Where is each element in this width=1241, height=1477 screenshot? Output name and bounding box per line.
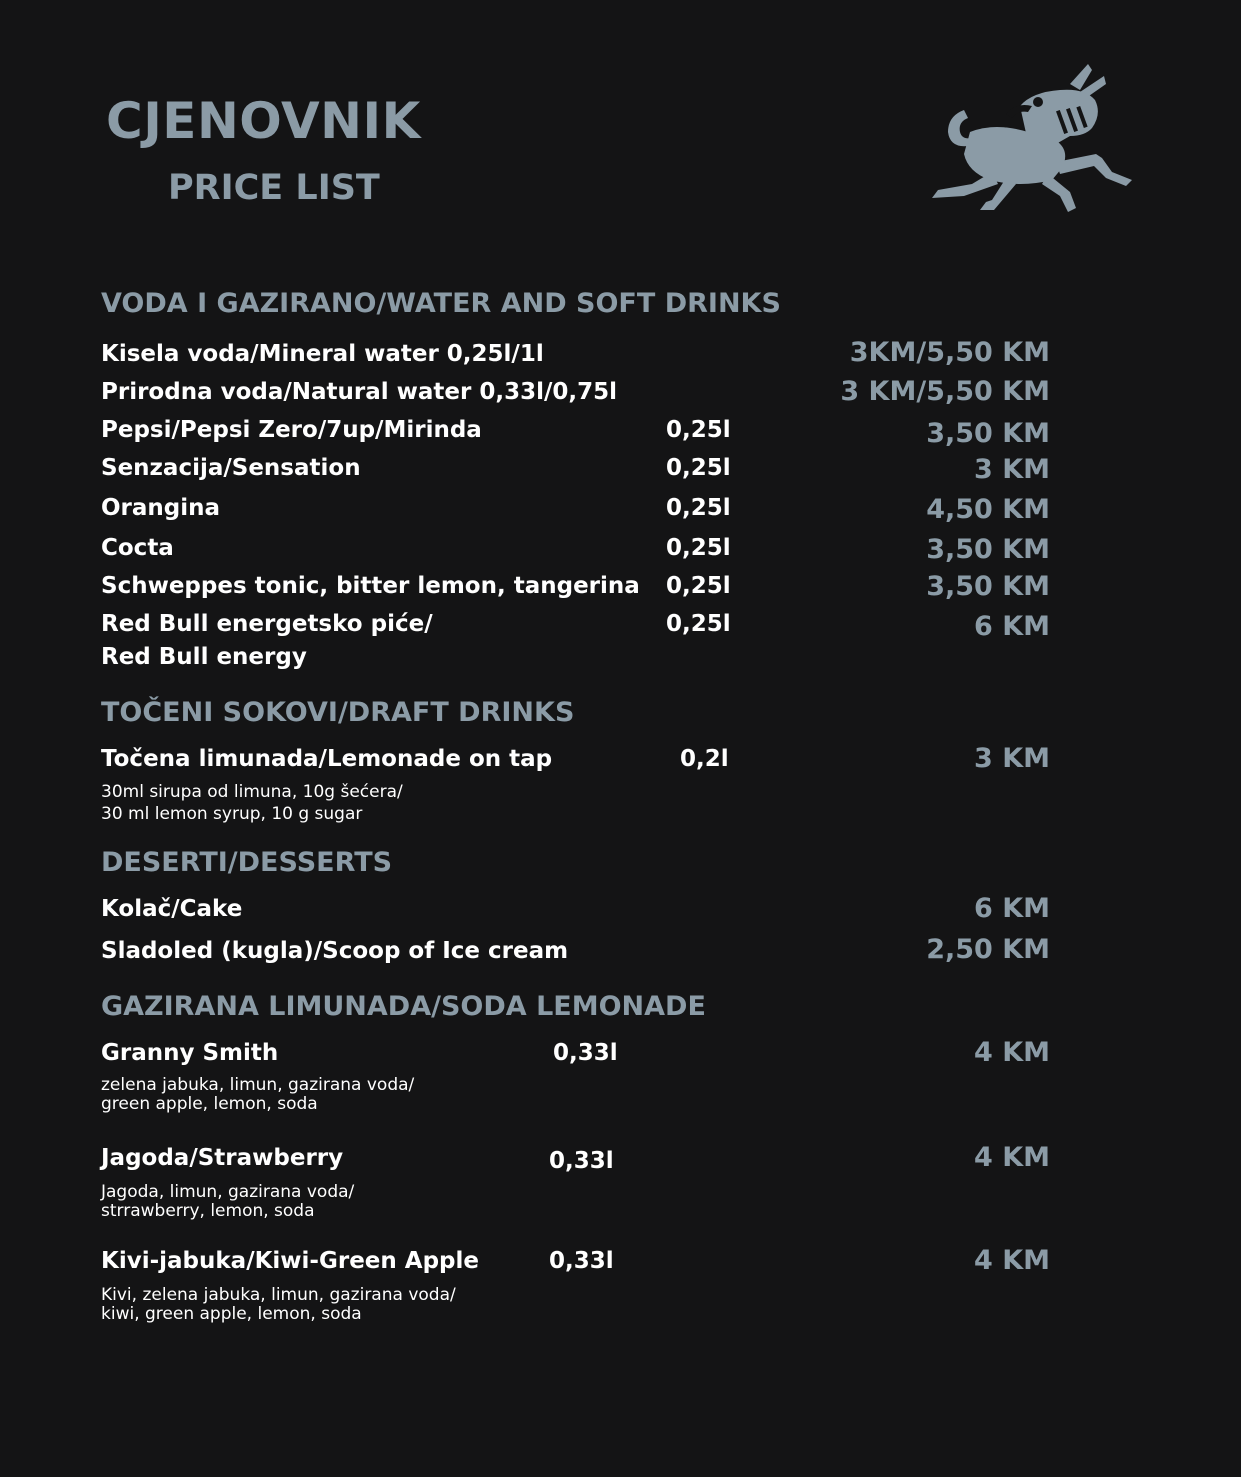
section-title-desserts: DESERTI/DESSERTS	[101, 847, 393, 878]
menu-item-volume: 0,25l	[666, 535, 731, 561]
menu-item-description: Kivi, zelena jabuka, limun, gazirana voda/	[101, 1285, 456, 1305]
menu-item-price: 3 KM	[974, 454, 1050, 485]
menu-item-description: zelena jabuka, limun, gazirana voda/	[101, 1075, 415, 1095]
menu-item-volume: 0,25l	[666, 495, 731, 521]
menu-item-price: 3,50 KM	[926, 534, 1050, 565]
page-subtitle: PRICE LIST	[168, 168, 380, 208]
menu-item-volume: 0,25l	[666, 455, 731, 481]
menu-item-name: Cocta	[101, 535, 174, 561]
menu-item-description: Jagoda, limun, gazirana voda/	[101, 1182, 355, 1202]
menu-item-price: 4,50 KM	[926, 494, 1050, 525]
menu-item-description: 30 ml lemon syrup, 10 g sugar	[101, 804, 363, 824]
menu-item-price: 2,50 KM	[926, 934, 1050, 965]
menu-item-description: kiwi, green apple, lemon, soda	[101, 1304, 362, 1324]
menu-item-volume: 0,25l	[666, 573, 731, 599]
menu-item-price: 6 KM	[974, 893, 1050, 924]
donkey-logo-icon	[920, 62, 1140, 222]
menu-item-price: 3,50 KM	[926, 418, 1050, 449]
menu-item-name-line2: Red Bull energy	[101, 644, 307, 670]
menu-item-name: Kolač/Cake	[101, 896, 243, 922]
menu-item-name: Kisela voda/Mineral water 0,25l/1l	[101, 341, 544, 367]
menu-item-volume: 0,2l	[680, 746, 729, 772]
menu-item-volume: 0,33l	[553, 1040, 618, 1066]
menu-item-price: 3 KM/5,50 KM	[840, 376, 1050, 407]
menu-item-name: Red Bull energetsko piće/	[101, 611, 433, 637]
menu-item-volume: 0,33l	[549, 1248, 614, 1274]
menu-item-name: Prirodna voda/Natural water 0,33l/0,75l	[101, 379, 618, 405]
menu-item-price: 6 KM	[974, 611, 1050, 642]
menu-item-description: green apple, lemon, soda	[101, 1094, 318, 1114]
menu-item-name: Schweppes tonic, bitter lemon, tangerina	[101, 573, 640, 599]
menu-item-price: 4 KM	[974, 1037, 1050, 1068]
menu-item-name: Točena limunada/Lemonade on tap	[101, 746, 553, 772]
menu-item-price: 4 KM	[974, 1142, 1050, 1173]
section-title-soda-lemonade: GAZIRANA LIMUNADA/SODA LEMONADE	[101, 991, 706, 1022]
menu-item-price: 3,50 KM	[926, 571, 1050, 602]
menu-item-price: 3KM/5,50 KM	[849, 337, 1050, 368]
menu-item-volume: 0,33l	[549, 1148, 614, 1174]
menu-item-name: Senzacija/Sensation	[101, 455, 361, 481]
menu-item-name: Pepsi/Pepsi Zero/7up/Mirinda	[101, 417, 482, 443]
menu-item-name: Sladoled (kugla)/Scoop of Ice cream	[101, 938, 569, 964]
section-title-water-soft-drinks: VODA I GAZIRANO/WATER AND SOFT DRINKS	[101, 288, 781, 319]
section-title-draft-drinks: TOČENI SOKOVI/DRAFT DRINKS	[101, 697, 575, 728]
page-title: CJENOVNIK	[106, 92, 421, 150]
menu-item-name: Orangina	[101, 495, 221, 521]
menu-item-name: Kivi-jabuka/Kiwi-Green Apple	[101, 1248, 479, 1274]
menu-item-volume: 0,25l	[666, 417, 731, 443]
menu-item-volume: 0,25l	[666, 611, 731, 637]
menu-item-price: 4 KM	[974, 1245, 1050, 1276]
menu-item-name: Granny Smith	[101, 1040, 279, 1066]
menu-item-description: strrawberry, lemon, soda	[101, 1201, 315, 1221]
menu-item-description: 30ml sirupa od limuna, 10g šećera/	[101, 782, 403, 802]
menu-item-price: 3 KM	[974, 743, 1050, 774]
menu-item-name: Jagoda/Strawberry	[101, 1145, 344, 1171]
